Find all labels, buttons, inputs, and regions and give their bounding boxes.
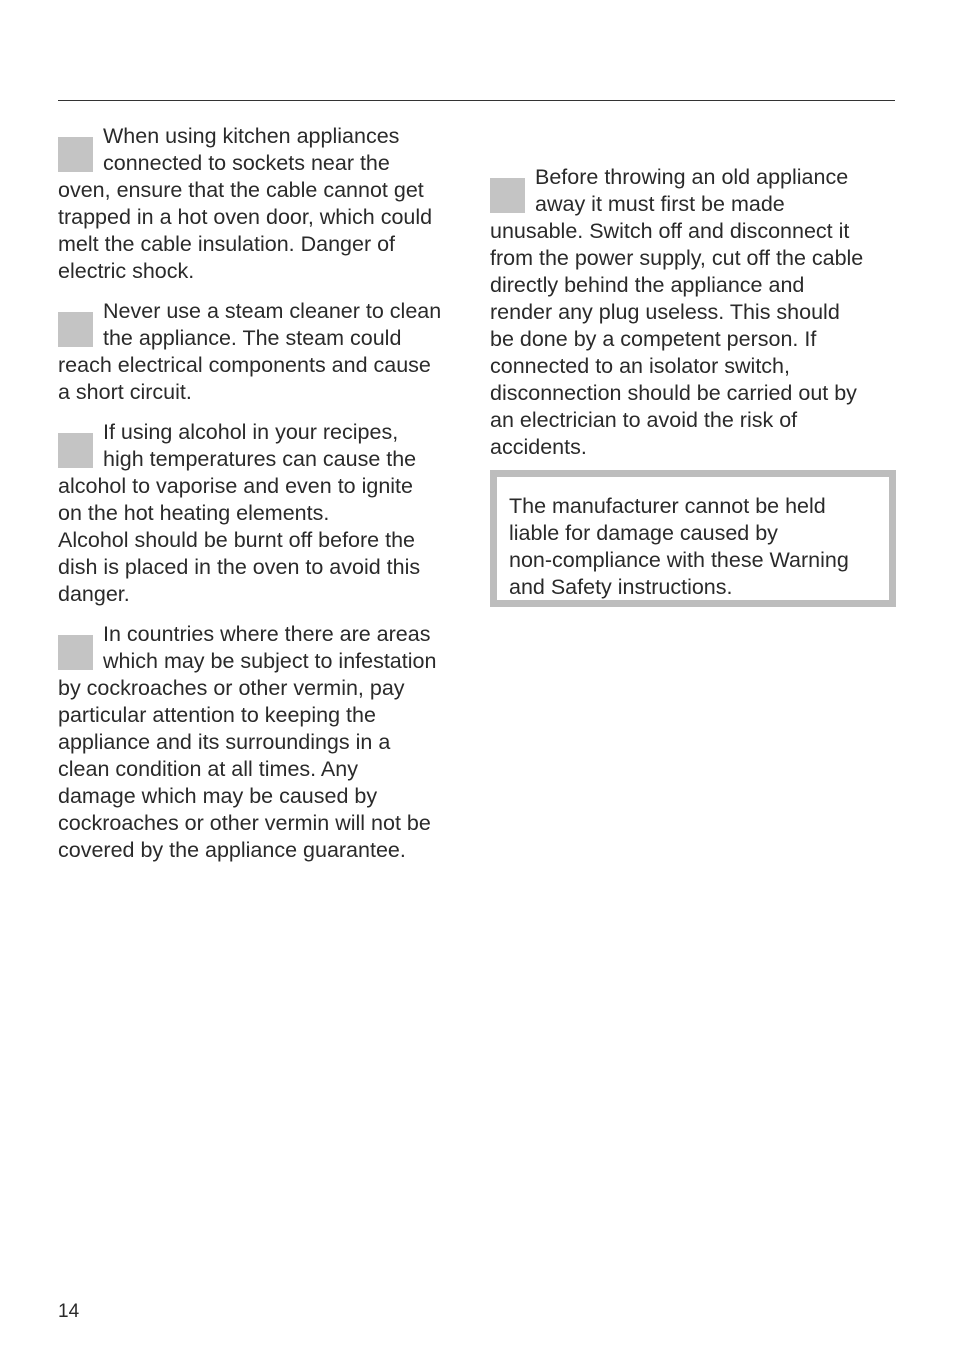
paragraph-line: damage which may be caused by — [58, 784, 378, 808]
paragraph-line: high temperatures can cause the — [103, 447, 417, 471]
paragraph-line: disconnection should be carried out by — [490, 381, 857, 405]
paragraph-line: unusable. Switch off and disconnect it — [490, 219, 850, 243]
left-column — [58, 123, 468, 864]
paragraph-line: connected to an isolator switch, — [490, 354, 790, 378]
paragraph-line: alcohol to vaporise and even to ignite — [58, 474, 413, 498]
notice-line: The manufacturer cannot be held — [509, 494, 826, 518]
bullet-square-icon — [58, 433, 93, 468]
bullet-square-icon — [490, 178, 525, 213]
paragraph-line: Never use a steam cleaner to clean — [103, 299, 442, 323]
warning-paragraph-cable — [58, 123, 468, 285]
paragraph-line: Alcohol should be burnt off before the — [58, 528, 415, 552]
header-rule — [58, 100, 895, 101]
paragraph-line: connected to sockets near the — [103, 151, 390, 175]
paragraph-line: oven, ensure that the cable cannot get — [58, 178, 424, 202]
paragraph-line: render any plug useless. This should — [490, 300, 840, 324]
paragraph-line: an electrician to avoid the risk of — [490, 408, 798, 432]
paragraph-line: by cockroaches or other vermin, pay — [58, 676, 405, 700]
paragraph-line: Before throwing an old appliance — [535, 165, 849, 189]
paragraph-line: covered by the appliance guarantee. — [58, 838, 406, 862]
paragraph-line: away it must first be made — [535, 192, 785, 216]
paragraph-line: from the power supply, cut off the cable — [490, 246, 864, 270]
paragraph-line: If using alcohol in your recipes, — [103, 420, 399, 444]
paragraph-line: accidents. — [490, 435, 587, 459]
paragraph-line: be done by a competent person. If — [490, 327, 817, 351]
paragraph-line: which may be subject to infestation — [103, 649, 437, 673]
paragraph-line: danger. — [58, 582, 130, 606]
paragraph-line: on the hot heating elements. — [58, 501, 330, 525]
paragraph-line: particular attention to keeping the — [58, 703, 376, 727]
right-column — [490, 164, 896, 461]
paragraph-line: reach electrical components and cause — [58, 353, 431, 377]
paragraph-line: melt the cable insulation. Danger of — [58, 232, 396, 256]
paragraph-line: clean condition at all times. Any — [58, 757, 358, 781]
warning-paragraph-alcohol — [58, 419, 468, 608]
paragraph-line: the appliance. The steam could — [103, 326, 402, 350]
notice-line: non-compliance with these Warning — [509, 548, 849, 572]
warning-paragraph-vermin — [58, 621, 468, 864]
paragraph-line: When using kitchen appliances — [103, 124, 400, 148]
notice-line: liable for damage caused by — [509, 521, 778, 545]
paragraph-line: electric shock. — [58, 259, 195, 283]
bullet-square-icon — [58, 635, 93, 670]
warning-paragraph-disposal — [490, 164, 896, 461]
paragraph-line: dish is placed in the oven to avoid this — [58, 555, 421, 579]
paragraph-line: In countries where there are areas — [103, 622, 431, 646]
liability-notice-box — [490, 470, 896, 607]
page-number: 14 — [58, 1301, 80, 1322]
notice-line: and Safety instructions. — [509, 575, 733, 599]
warning-paragraph-steam-cleaner — [58, 298, 468, 406]
bullet-square-icon — [58, 312, 93, 347]
bullet-square-icon — [58, 137, 93, 172]
paragraph-line: trapped in a hot oven door, which could — [58, 205, 433, 229]
paragraph-line: cockroaches or other vermin will not be — [58, 811, 431, 835]
paragraph-line: directly behind the appliance and — [490, 273, 805, 297]
paragraph-line: appliance and its surroundings in a — [58, 730, 391, 754]
paragraph-line: a short circuit. — [58, 380, 192, 404]
